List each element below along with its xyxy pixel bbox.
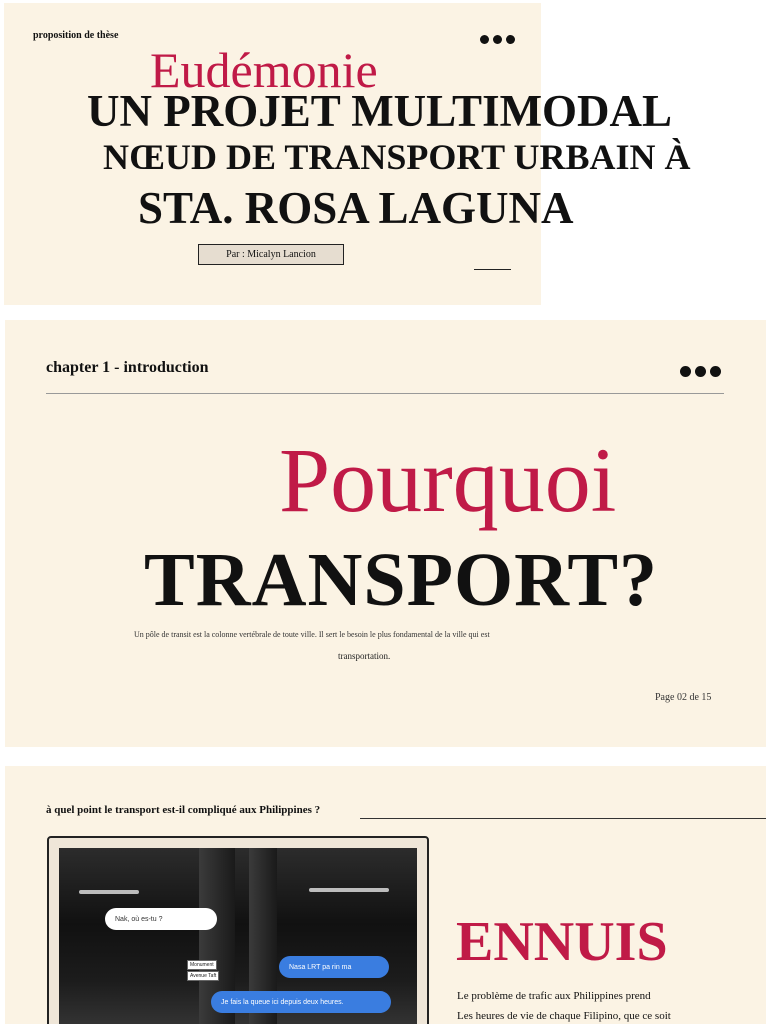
title-line-2: NŒUD DE TRANSPORT URBAIN À [103,137,691,177]
page-number: Page 02 de 15 [655,692,712,703]
divider [360,818,766,819]
chat-bubble-incoming: Nak, où es-tu ? [105,908,217,930]
slide-introduction [5,320,766,747]
divider [474,269,511,270]
location-tag: Avenue Taft [187,971,219,981]
chapter-label: chapter 1 - introduction [46,359,209,376]
slide-kicker: proposition de thèse [33,30,119,41]
section-question: à quel point le transport est-il compliqué aux Philippines ? [46,804,321,816]
slide-title: TRANSPORT? [144,538,659,622]
brand-name: Eudémonie [150,42,378,98]
ceiling-light [309,888,389,892]
three-dots-icon [680,366,721,377]
author-badge: Par : Micalyn Lancion [198,244,344,265]
title-line-3: STA. ROSA LAGUNA [138,183,574,233]
slide-title [4,3,691,305]
chat-bubble-outgoing: Je fais la queue ici depuis deux heures. [211,991,391,1013]
slide-title: ENNUIS [456,911,668,973]
ceiling-light [79,890,139,894]
three-dots-icon [480,35,515,44]
body-text-continued: transportation. [338,651,391,661]
body-text-continued: Les heures de vie de chaque Filipino, que ce soit [457,1010,671,1022]
chat-bubble-outgoing: Nasa LRT pa rin ma [279,956,389,978]
location-tag: Monument [187,960,217,970]
station-crowd-photo [59,848,417,1024]
title-line-1: UN PROJET MULTIMODAL [87,86,673,136]
slide-problems [5,766,766,1024]
body-text: Un pôle de transit est la colonne vertébrale de toute ville. Il sert le besoin le plus fondamental de la ville qui est [134,630,490,639]
accent-word: Pourquoi [279,429,617,531]
divider [46,393,724,394]
body-text: Le problème de trafic aux Philippines prend [457,990,651,1002]
